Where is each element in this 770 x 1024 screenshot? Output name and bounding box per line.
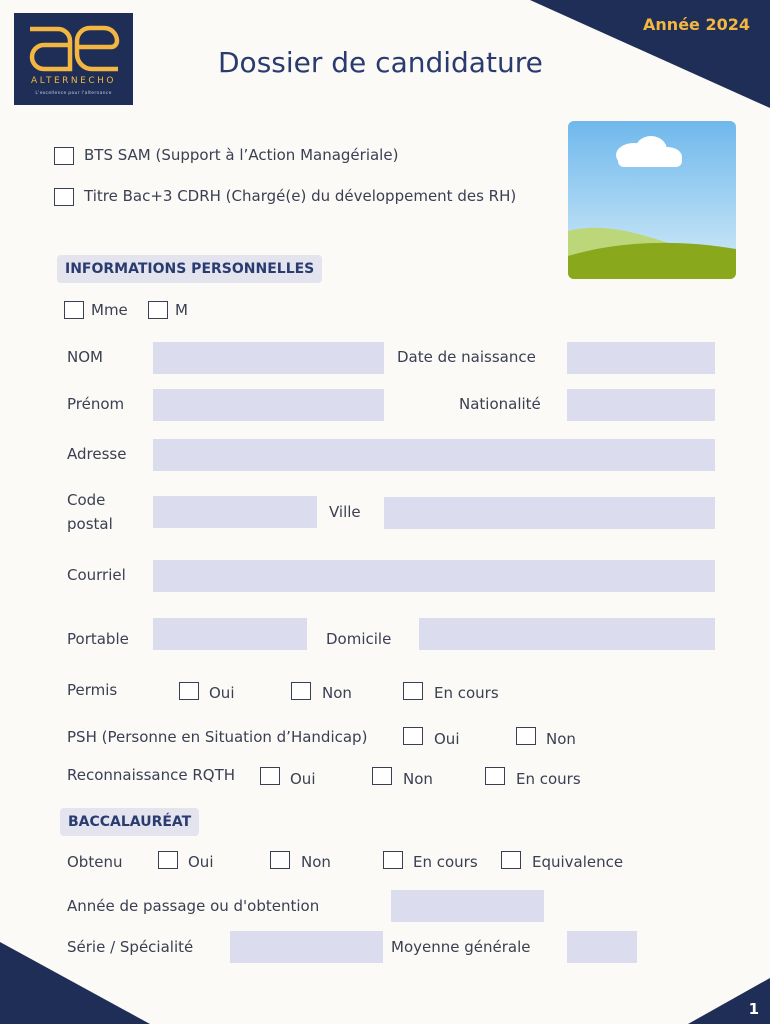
nom-label: NOM: [67, 348, 103, 366]
page-number: 1: [748, 1000, 759, 1018]
code-postal-field[interactable]: [153, 496, 317, 528]
nationalite-label: Nationalité: [459, 395, 541, 413]
serie-label: Série / Spécialité: [67, 938, 194, 956]
year-label: Année 2024: [643, 15, 750, 34]
code-postal-label-line1: Code: [67, 491, 106, 509]
rqth-non-label: Non: [403, 770, 433, 788]
moyenne-label: Moyenne générale: [391, 938, 531, 956]
domicile-label: Domicile: [326, 630, 392, 648]
psh-oui-label: Oui: [434, 730, 460, 748]
adresse-label: Adresse: [67, 445, 127, 463]
obtenu-non-checkbox[interactable]: [270, 851, 290, 869]
obtenu-oui-checkbox[interactable]: [158, 851, 178, 869]
rqth-label: Reconnaissance RQTH: [67, 766, 236, 784]
prenom-label: Prénom: [67, 395, 125, 413]
page-title: Dossier de candidature: [218, 46, 543, 79]
civility-m-label: M: [175, 301, 188, 319]
obtenu-equivalence-label: Equivalence: [532, 853, 624, 871]
logo-name: ALTERNECHO: [31, 76, 116, 86]
rqth-non-checkbox[interactable]: [372, 767, 392, 785]
portable-field[interactable]: [153, 618, 307, 650]
ville-label: Ville: [329, 503, 361, 521]
program-bts-label: BTS SAM (Support à l’Action Managériale): [84, 146, 399, 164]
civility-mme-checkbox[interactable]: [64, 301, 84, 319]
program-cdrh-label: Titre Bac+3 CDRH (Chargé(e) du développement des RH): [84, 187, 517, 205]
nationalite-field[interactable]: [567, 389, 715, 421]
permis-non-checkbox[interactable]: [291, 682, 311, 700]
logo-tagline: L'excellence pour l'alternance: [35, 91, 112, 96]
prenom-field[interactable]: [153, 389, 384, 421]
permis-label: Permis: [67, 681, 118, 699]
permis-en-cours-label: En cours: [434, 684, 499, 702]
permis-en-cours-checkbox[interactable]: [403, 682, 423, 700]
logo-mark-icon: [22, 19, 125, 75]
photo-placeholder[interactable]: [568, 121, 736, 279]
annee-field[interactable]: [391, 890, 544, 922]
civility-mme-label: Mme: [91, 301, 128, 319]
courriel-label: Courriel: [67, 566, 126, 584]
serie-field[interactable]: [230, 931, 383, 963]
rqth-oui-label: Oui: [290, 770, 316, 788]
obtenu-label: Obtenu: [67, 853, 123, 871]
photo-placeholder-icon: [568, 121, 736, 279]
nom-field[interactable]: [153, 342, 384, 374]
domicile-field[interactable]: [419, 618, 715, 650]
rqth-oui-checkbox[interactable]: [260, 767, 280, 785]
psh-oui-checkbox[interactable]: [403, 727, 423, 745]
code-postal-label-line2: postal: [67, 515, 113, 533]
program-bts-checkbox[interactable]: [54, 147, 74, 165]
section-title-bac: BACCALAURÉAT: [60, 808, 199, 836]
portable-label: Portable: [67, 630, 129, 648]
courriel-field[interactable]: [153, 560, 715, 592]
psh-label: PSH (Personne en Situation d’Handicap): [67, 728, 368, 746]
psh-non-checkbox[interactable]: [516, 727, 536, 745]
obtenu-equivalence-checkbox[interactable]: [501, 851, 521, 869]
permis-oui-checkbox[interactable]: [179, 682, 199, 700]
annee-label: Année de passage ou d'obtention: [67, 897, 320, 915]
obtenu-oui-label: Oui: [188, 853, 214, 871]
adresse-field[interactable]: [153, 439, 715, 471]
civility-m-checkbox[interactable]: [148, 301, 168, 319]
obtenu-en-cours-label: En cours: [413, 853, 478, 871]
moyenne-field[interactable]: [567, 931, 637, 963]
permis-oui-label: Oui: [209, 684, 235, 702]
psh-non-label: Non: [546, 730, 576, 748]
permis-non-label: Non: [322, 684, 352, 702]
program-cdrh-checkbox[interactable]: [54, 188, 74, 206]
ville-field[interactable]: [384, 497, 715, 529]
section-title-personal: INFORMATIONS PERSONNELLES: [57, 255, 322, 283]
date-naissance-label: Date de naissance: [397, 348, 536, 366]
rqth-en-cours-checkbox[interactable]: [485, 767, 505, 785]
logo: [14, 13, 133, 105]
rqth-en-cours-label: En cours: [516, 770, 581, 788]
date-naissance-field[interactable]: [567, 342, 715, 374]
obtenu-non-label: Non: [301, 853, 331, 871]
obtenu-en-cours-checkbox[interactable]: [383, 851, 403, 869]
